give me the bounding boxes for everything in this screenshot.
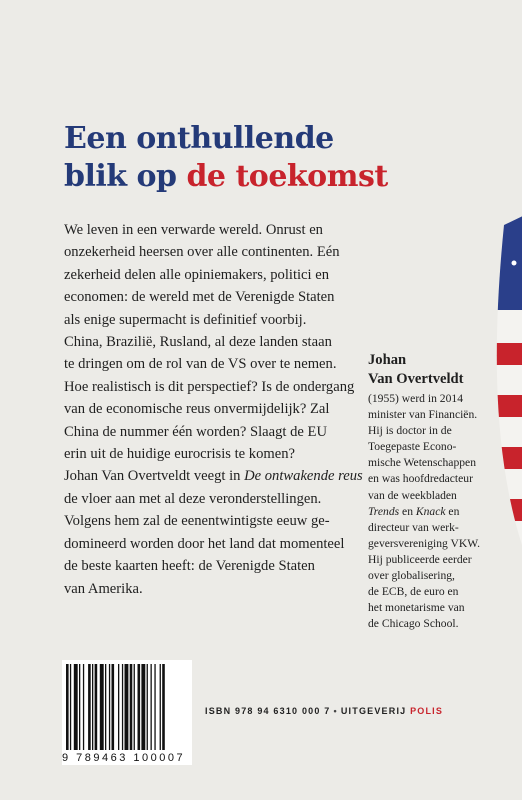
bio-line: over globalisering,: [368, 569, 455, 583]
barcode-bar: [147, 664, 148, 750]
barcode: [62, 660, 192, 765]
headline-line-2-part-2: de toekomst: [186, 159, 388, 194]
publisher-name: POLIS: [410, 706, 444, 716]
barcode-bar: [112, 664, 115, 750]
barcode-bar: [130, 664, 133, 750]
barcode-bar: [154, 664, 155, 750]
blurb-line: te dringen om de rol van de VS over te nemen.: [64, 356, 337, 373]
bio-line: (1955) werd in 2014: [368, 392, 463, 405]
blurb-line: erin uit de huidige eurocrisis te komen?: [64, 446, 295, 463]
author-name-line-1: Johan: [368, 352, 407, 368]
bio-en: en: [399, 504, 416, 518]
bio-line: geversvereniging VKW.: [368, 536, 481, 550]
barcode-bar: [105, 664, 106, 750]
barcode-bar: [138, 664, 141, 750]
bio-line: directeur van werk-: [368, 520, 459, 534]
blurb-line-12-text: Johan Van Overtveldt veegt in: [64, 468, 245, 485]
barcode-bar: [125, 664, 129, 750]
blurb-line: de vloer aan met al deze veronderstellingen.: [64, 490, 322, 507]
bio-line: het monetarisme van: [368, 601, 465, 615]
barcode-bar: [88, 664, 91, 750]
barcode-bar: [70, 664, 71, 750]
blurb-line: domineerd worden door het land dat momenteel: [64, 535, 345, 552]
bio-line: Hij publiceerde eerder: [368, 552, 472, 566]
headline-line-2-part-1: blik op: [64, 159, 187, 194]
barcode-bar: [109, 664, 110, 750]
barcode-bar: [95, 664, 98, 750]
blurb-line: China, Brazilië, Rusland, al deze landen staan: [64, 334, 332, 351]
magazine-trends: Trends: [368, 504, 400, 518]
barcode-bar: [100, 664, 104, 750]
blurb-line: Hoe realistisch is dit perspectief? Is de ondergang: [64, 378, 355, 395]
barcode-bar: [122, 664, 123, 750]
barcode-bar: [118, 664, 119, 750]
barcode-bar: [92, 664, 93, 750]
barcode-bar: [66, 664, 69, 750]
bio-line: Hij is doctor in de: [368, 424, 452, 438]
barcode-bar: [160, 664, 161, 750]
barcode-bar: [134, 664, 135, 750]
barcode-bar: [83, 664, 84, 750]
barcode-bar: [74, 664, 78, 750]
barcode-bar: [79, 664, 80, 750]
bio-en-suffix: en: [445, 504, 460, 518]
headline-line-1: Een onthullende: [64, 121, 334, 156]
isbn-text: ISBN 978 94 6310 000 7: [205, 706, 331, 716]
bio-line: minister van Financiën.: [368, 408, 478, 422]
barcode-bar: [151, 664, 152, 750]
blurb-line: van Amerika.: [64, 580, 143, 597]
blurb-line: zekerheid delen alle opiniemakers, politici en: [64, 266, 330, 283]
blurb-line-with-title: [64, 465, 384, 487]
blurb-line: We leven in een verwarde wereld. Onrust en: [64, 222, 323, 238]
author-name-line-2: Van Overtveldt: [368, 371, 464, 387]
bio-line: de Chicago School.: [368, 617, 459, 631]
headline-line-2: [64, 158, 504, 196]
magazine-knack: Knack: [415, 504, 446, 518]
isbn-publisher-line: [205, 706, 505, 716]
bio-line: mische Wetenschappen: [368, 456, 476, 470]
blurb-line: als enige supermacht is definitief voorbij.: [64, 311, 307, 328]
bio-line: de ECB, de euro en: [368, 585, 459, 599]
us-flag-graphic: [486, 205, 522, 545]
blurb-line: Volgens hem zal de eenentwintigste eeuw ge-: [64, 513, 330, 530]
headline: [64, 120, 504, 196]
blurb-line: China de nummer één worden? Slaagt de EU: [64, 423, 328, 440]
bio-line: van de weekbladen: [368, 488, 457, 502]
book-title: De ontwakende reus: [244, 468, 363, 485]
blurb-line: onzekerheid heersen over alle continenten. Eén: [64, 244, 340, 261]
blurb-line: van de economische reus onvermijdelijk? Zal: [64, 401, 330, 418]
publisher-prefix: UITGEVERIJ: [340, 706, 411, 716]
blurb-line: de beste kaarten heeft: de Verenigde Staten: [64, 558, 315, 575]
bio-line: Toegepaste Econo-: [368, 440, 457, 454]
bio-line: en was hoofdredacteur: [368, 472, 473, 486]
blurb-text: [64, 219, 384, 600]
barcode-bar: [141, 664, 145, 750]
separator-dot: •: [333, 706, 338, 716]
barcode-digits: 9 789463 100007: [62, 752, 186, 764]
blurb-line: economen: de wereld met de Verenigde Staten: [64, 289, 335, 306]
barcode-bar: [162, 664, 165, 750]
